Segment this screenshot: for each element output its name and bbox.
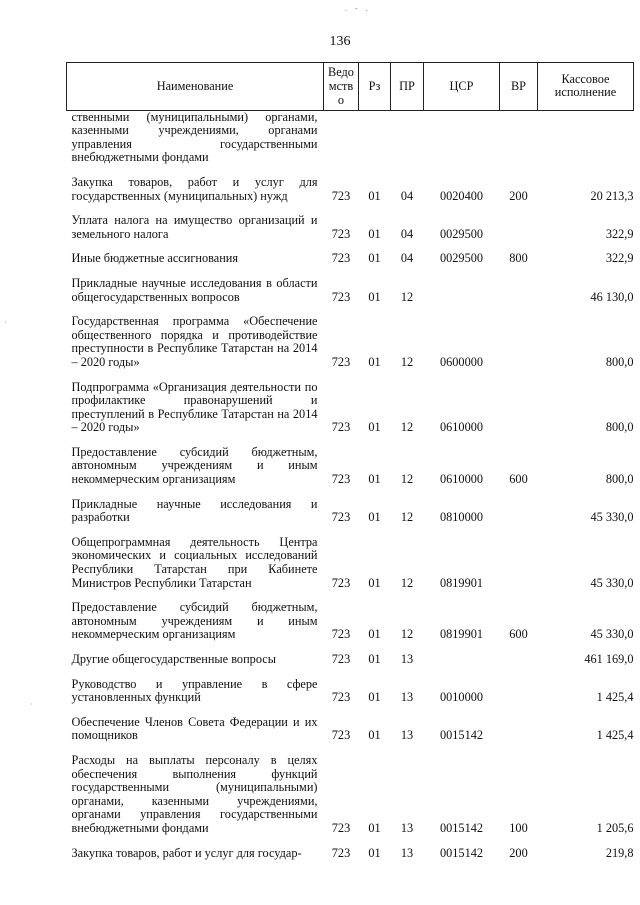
row-pr: 12 — [400, 627, 414, 642]
row-csr: 0015142 — [439, 845, 484, 860]
table-row — [67, 845, 634, 861]
row-vr: 100 — [509, 820, 528, 835]
row-ved: 723 — [331, 820, 351, 835]
row-name: Прикладные научные исследования и разработки — [71, 496, 318, 525]
table-row — [67, 110, 634, 165]
row-spacer-cell — [67, 370, 634, 379]
row-spacer-cell — [67, 165, 634, 174]
row-name: Подпрограмма «Организация деятельности по профилактике правонарушений и преступлений в Республике Татарстан на 2014 – 2020 годы» — [71, 379, 318, 435]
header-name: Наименование — [67, 63, 324, 111]
row-name: Расходы на выплаты персоналу в целях обеспечения выполнения функций государственными (муниципальными) органами, казенными учреждениями, органами управления государственными внебюджетными фондами — [71, 752, 318, 835]
table-row — [67, 496, 634, 525]
row-pr: 13 — [400, 845, 414, 860]
row-spacer — [67, 266, 634, 275]
header-vr: ВР — [500, 63, 538, 111]
row-csr: 0015142 — [439, 728, 484, 743]
row-pr: 13 — [400, 690, 414, 705]
row-spacer-cell — [67, 266, 634, 275]
row-vr — [500, 676, 538, 705]
row-csr: 0600000 — [439, 354, 484, 369]
row-rz: 01 — [368, 420, 381, 435]
row-amount: 461 169,0 — [584, 652, 634, 666]
table-header-row — [67, 63, 634, 111]
row-rz: 01 — [368, 690, 381, 705]
row-ved: 723 — [331, 690, 351, 705]
table-row — [67, 313, 634, 369]
table-row — [67, 379, 634, 435]
row-rz: 01 — [368, 289, 381, 304]
row-spacer-cell — [67, 705, 634, 714]
row-name: Общепрограммная деятельность Центра экономических и социальных исследований Республики Татарстан при Кабинете Министров Республики Татарстан — [71, 534, 318, 590]
row-amount: 1 425,4 — [596, 728, 634, 743]
row-rz: 01 — [368, 251, 381, 266]
page-number: 136 — [329, 34, 351, 49]
row-spacer-cell — [67, 590, 634, 599]
row-spacer — [67, 743, 634, 752]
row-rz: 01 — [368, 845, 381, 860]
table-row — [67, 599, 634, 642]
row-pr — [391, 110, 424, 165]
row-name: ственными (муниципальными) органами, казенными учреждениями, органами управления государственными внебюджетными фондами — [71, 109, 318, 165]
row-csr: 0810000 — [439, 510, 484, 525]
row-csr — [424, 651, 500, 667]
row-amount: 800,0 — [605, 472, 634, 487]
row-amount: 322,9 — [605, 251, 634, 266]
row-ved: 723 — [331, 652, 351, 666]
row-vr — [500, 379, 538, 435]
row-vr — [500, 496, 538, 525]
row-spacer-cell — [67, 435, 634, 444]
row-csr: 0610000 — [439, 472, 484, 487]
row-spacer — [67, 165, 634, 174]
row-amount: 1 425,4 — [596, 690, 634, 705]
row-spacer — [67, 705, 634, 714]
row-spacer — [67, 370, 634, 379]
row-rz: 01 — [368, 728, 381, 743]
row-spacer-cell — [67, 203, 634, 212]
row-spacer-cell — [67, 642, 634, 651]
row-pr: 12 — [400, 289, 414, 304]
row-csr — [424, 110, 500, 165]
header-csr: ЦСР — [424, 63, 500, 111]
row-amount: 800,0 — [605, 420, 634, 435]
row-ved — [324, 110, 359, 165]
row-pr: 12 — [400, 510, 414, 525]
row-csr: 0029500 — [439, 251, 484, 266]
row-rz: 01 — [368, 472, 381, 487]
row-csr: 0029500 — [439, 226, 484, 241]
row-amount: 20 213,3 — [590, 188, 634, 203]
row-spacer — [67, 642, 634, 651]
scan-mark: · — [30, 700, 33, 709]
row-ved: 723 — [331, 188, 351, 203]
row-csr: 0010000 — [439, 690, 484, 705]
scan-mark: · — [4, 318, 7, 327]
row-amount — [538, 110, 634, 165]
row-vr: 600 — [509, 472, 528, 487]
row-spacer-cell — [67, 525, 634, 534]
row-ved: 723 — [331, 845, 351, 860]
row-rz: 01 — [368, 226, 381, 241]
row-vr: 600 — [509, 627, 528, 642]
row-rz: 01 — [368, 820, 381, 835]
row-name: Закупка товаров, работ и услуг для государственных (муниципальных) нужд — [71, 174, 318, 203]
row-ved: 723 — [331, 575, 351, 590]
row-csr: 0610000 — [439, 420, 484, 435]
row-amount: 800,0 — [605, 354, 634, 369]
header-amount: Кассовое исполнение — [538, 63, 634, 111]
row-ved: 723 — [331, 627, 351, 642]
row-amount: 1 205,6 — [596, 820, 634, 835]
row-ved: 723 — [331, 472, 351, 487]
row-csr: 0819901 — [439, 575, 484, 590]
row-rz: 01 — [368, 575, 381, 590]
row-ved: 723 — [331, 289, 351, 304]
row-pr: 12 — [400, 472, 414, 487]
row-vr: 800 — [509, 251, 528, 266]
row-name: Руководство и управление в сфере установленных функций — [71, 676, 318, 705]
row-vr: 200 — [509, 188, 528, 203]
table-row — [67, 250, 634, 266]
row-vr — [500, 110, 538, 165]
table-row — [67, 676, 634, 705]
row-rz: 01 — [368, 188, 381, 203]
table-body — [67, 110, 634, 860]
row-pr: 13 — [400, 820, 414, 835]
row-pr: 13 — [400, 652, 414, 666]
row-spacer — [67, 836, 634, 845]
row-name: Обеспечение Членов Совета Федерации и их помощников — [71, 714, 318, 743]
row-amount: 45 330,0 — [590, 627, 634, 642]
row-vr: 200 — [509, 845, 528, 860]
row-name: Государственная программа «Обеспечение общественного порядка и противодействие преступности в Республике Татарстан на 2014 – 2020 годы» — [71, 314, 318, 369]
row-spacer-cell — [67, 667, 634, 676]
row-vr — [500, 651, 538, 667]
row-vr — [500, 714, 538, 743]
row-vr — [500, 275, 538, 304]
row-pr: 13 — [400, 728, 414, 743]
row-name: Предоставление субсидий бюджетным, автономным учреждениям и иным некоммерческим организациям — [71, 600, 318, 642]
header-ved — [324, 63, 359, 111]
row-spacer — [67, 304, 634, 313]
row-name: Иные бюджетные ассигнования — [71, 251, 239, 266]
row-spacer — [67, 203, 634, 212]
row-spacer — [67, 487, 634, 496]
row-pr: 12 — [400, 420, 414, 435]
row-spacer-cell — [67, 487, 634, 496]
table-row — [67, 174, 634, 203]
row-spacer — [67, 435, 634, 444]
table-row — [67, 752, 634, 836]
row-pr: 12 — [400, 354, 414, 369]
row-amount: 322,9 — [605, 226, 634, 241]
row-ved: 723 — [331, 354, 351, 369]
row-rz: 01 — [368, 627, 381, 642]
row-csr: 0020400 — [439, 188, 484, 203]
row-ved: 723 — [331, 226, 351, 241]
row-amount: 46 130,0 — [590, 289, 634, 304]
scan-specks: . - . — [345, 4, 371, 13]
row-name: Уплата налога на имущество организаций и земельного налога — [71, 213, 318, 241]
row-pr: 04 — [400, 188, 414, 203]
row-vr — [500, 313, 538, 369]
row-name: Другие общегосударственные вопросы — [71, 652, 276, 666]
table-row — [67, 714, 634, 743]
header-ved-label: Ведомство — [328, 65, 354, 107]
row-spacer — [67, 667, 634, 676]
row-rz: 01 — [368, 652, 381, 666]
row-ved: 723 — [331, 420, 351, 435]
row-spacer — [67, 241, 634, 250]
table-row — [67, 444, 634, 487]
table-row — [67, 212, 634, 241]
header-rz: Рз — [359, 63, 391, 111]
row-ved: 723 — [331, 510, 351, 525]
table-row — [67, 651, 634, 667]
row-spacer-cell — [67, 241, 634, 250]
row-ved: 723 — [331, 251, 351, 266]
row-pr: 04 — [400, 226, 414, 241]
row-name: Прикладные научные исследования в области общегосударственных вопросов — [71, 275, 318, 304]
table-row — [67, 275, 634, 304]
row-spacer-cell — [67, 304, 634, 313]
row-rz — [359, 110, 391, 165]
row-vr — [500, 212, 538, 241]
row-pr: 04 — [400, 251, 414, 266]
budget-table — [66, 62, 634, 860]
row-spacer-cell — [67, 743, 634, 752]
row-name: Закупка товаров, работ и услуг для государ- — [71, 845, 302, 860]
row-vr — [500, 534, 538, 590]
row-ved: 723 — [331, 728, 351, 743]
row-spacer — [67, 525, 634, 534]
row-rz: 01 — [368, 354, 381, 369]
row-amount: 45 330,0 — [590, 510, 634, 525]
table-row — [67, 534, 634, 590]
row-csr — [424, 275, 500, 304]
row-rz: 01 — [368, 510, 381, 525]
header-pr: ПР — [391, 63, 424, 111]
row-amount: 45 330,0 — [590, 575, 634, 590]
row-spacer — [67, 590, 634, 599]
row-csr: 0015142 — [439, 820, 484, 835]
row-name: Предоставление субсидий бюджетным, автономным учреждениям и иным некоммерческим организациям — [71, 444, 318, 487]
row-pr: 12 — [400, 575, 414, 590]
row-amount: 219,8 — [605, 845, 634, 860]
row-spacer-cell — [67, 836, 634, 845]
row-csr: 0819901 — [439, 627, 484, 642]
